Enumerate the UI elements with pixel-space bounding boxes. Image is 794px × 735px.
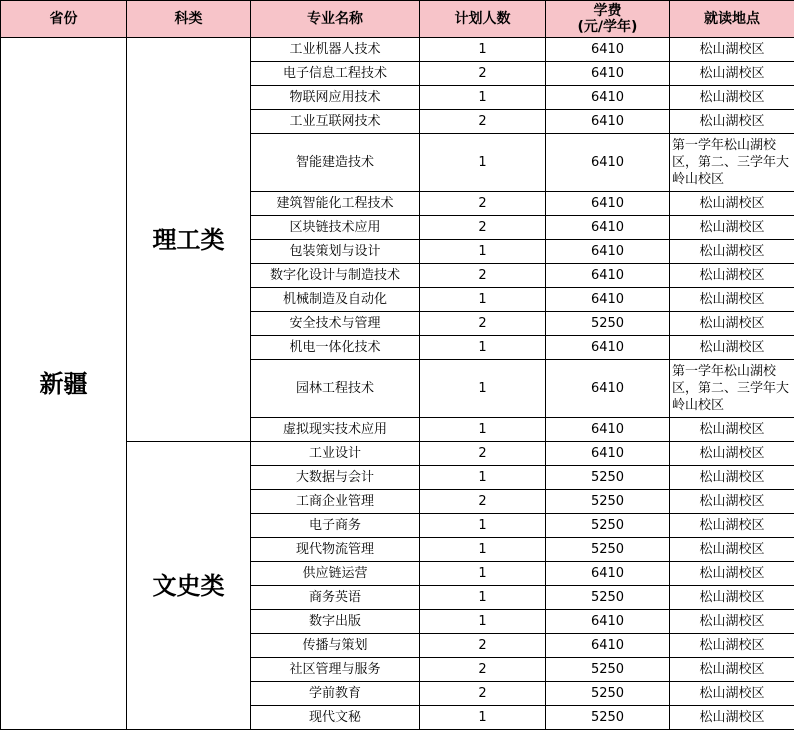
fee-cell: 5250 (546, 658, 670, 682)
plan-header: 计划人数 (420, 1, 546, 38)
plan-cell: 2 (420, 490, 546, 514)
fee-cell: 6410 (546, 62, 670, 86)
location-cell: 松山湖校区 (670, 418, 794, 442)
province-cell: 新疆 (1, 38, 127, 730)
major-cell: 社区管理与服务 (251, 658, 420, 682)
category-header: 科类 (127, 1, 251, 38)
major-cell: 建筑智能化工程技术 (251, 192, 420, 216)
plan-cell: 1 (420, 706, 546, 730)
location-cell: 松山湖校区 (670, 192, 794, 216)
plan-cell: 2 (420, 682, 546, 706)
plan-cell: 2 (420, 216, 546, 240)
location-cell: 松山湖校区 (670, 38, 794, 62)
location-cell: 松山湖校区 (670, 336, 794, 360)
fee-cell: 6410 (546, 562, 670, 586)
plan-cell: 2 (420, 192, 546, 216)
fee-cell: 5250 (546, 312, 670, 336)
fee-cell: 5250 (546, 706, 670, 730)
location-cell: 松山湖校区 (670, 538, 794, 562)
major-cell: 工商企业管理 (251, 490, 420, 514)
plan-cell: 1 (420, 38, 546, 62)
location-cell: 松山湖校区 (670, 490, 794, 514)
major-cell: 园林工程技术 (251, 360, 420, 418)
location-cell: 松山湖校区 (670, 634, 794, 658)
plan-cell: 1 (420, 86, 546, 110)
major-cell: 机电一体化技术 (251, 336, 420, 360)
location-cell: 松山湖校区 (670, 466, 794, 490)
fee-header-line2: (元/学年) (577, 19, 638, 35)
plan-cell: 2 (420, 658, 546, 682)
major-header: 专业名称 (251, 1, 420, 38)
location-cell: 松山湖校区 (670, 110, 794, 134)
plan-cell: 1 (420, 134, 546, 192)
major-cell: 大数据与会计 (251, 466, 420, 490)
plan-cell: 1 (420, 610, 546, 634)
major-cell: 电子商务 (251, 514, 420, 538)
fee-cell: 6410 (546, 264, 670, 288)
fee-cell: 6410 (546, 240, 670, 264)
location-cell: 第一学年松山湖校区，第二、三学年大岭山校区 (670, 134, 794, 192)
plan-cell: 2 (420, 442, 546, 466)
major-cell: 区块链技术应用 (251, 216, 420, 240)
location-cell: 松山湖校区 (670, 562, 794, 586)
major-cell: 智能建造技术 (251, 134, 420, 192)
plan-cell: 2 (420, 634, 546, 658)
fee-cell: 6410 (546, 442, 670, 466)
plan-cell: 1 (420, 240, 546, 264)
category-cell-arts: 文史类 (127, 442, 251, 730)
location-cell: 松山湖校区 (670, 264, 794, 288)
fee-cell: 5250 (546, 466, 670, 490)
location-cell: 松山湖校区 (670, 240, 794, 264)
fee-cell: 6410 (546, 418, 670, 442)
plan-cell: 1 (420, 336, 546, 360)
major-cell: 电子信息工程技术 (251, 62, 420, 86)
fee-header-line1: 学费 (593, 3, 622, 19)
province-header: 省份 (1, 1, 127, 38)
fee-cell: 6410 (546, 634, 670, 658)
major-cell: 工业设计 (251, 442, 420, 466)
major-cell: 供应链运营 (251, 562, 420, 586)
location-cell: 松山湖校区 (670, 216, 794, 240)
plan-cell: 1 (420, 466, 546, 490)
fee-cell: 6410 (546, 86, 670, 110)
major-cell: 现代物流管理 (251, 538, 420, 562)
fee-cell: 6410 (546, 336, 670, 360)
major-cell: 现代文秘 (251, 706, 420, 730)
plan-cell: 1 (420, 418, 546, 442)
fee-cell: 6410 (546, 192, 670, 216)
major-cell: 商务英语 (251, 586, 420, 610)
major-cell: 数字出版 (251, 610, 420, 634)
location-cell: 第一学年松山湖校区，第二、三学年大岭山校区 (670, 360, 794, 418)
fee-cell: 5250 (546, 490, 670, 514)
plan-cell: 2 (420, 312, 546, 336)
plan-cell: 2 (420, 110, 546, 134)
fee-cell: 6410 (546, 110, 670, 134)
plan-cell: 1 (420, 538, 546, 562)
location-cell: 松山湖校区 (670, 442, 794, 466)
fee-cell: 6410 (546, 610, 670, 634)
major-cell: 传播与策划 (251, 634, 420, 658)
fee-cell: 6410 (546, 288, 670, 312)
major-cell: 工业机器人技术 (251, 38, 420, 62)
fee-cell: 6410 (546, 38, 670, 62)
major-cell: 物联网应用技术 (251, 86, 420, 110)
plan-cell: 1 (420, 586, 546, 610)
major-cell: 包装策划与设计 (251, 240, 420, 264)
plan-cell: 1 (420, 514, 546, 538)
plan-cell: 1 (420, 288, 546, 312)
location-header: 就读地点 (670, 1, 794, 38)
table-row (1, 38, 794, 62)
fee-cell: 6410 (546, 360, 670, 418)
header-row (1, 1, 794, 38)
fee-cell: 5250 (546, 514, 670, 538)
fee-cell: 5250 (546, 586, 670, 610)
major-cell: 机械制造及自动化 (251, 288, 420, 312)
fee-header (546, 1, 670, 38)
major-cell: 虚拟现实技术应用 (251, 418, 420, 442)
major-cell: 学前教育 (251, 682, 420, 706)
plan-cell: 2 (420, 264, 546, 288)
location-cell: 松山湖校区 (670, 658, 794, 682)
major-cell: 数字化设计与制造技术 (251, 264, 420, 288)
location-cell: 松山湖校区 (670, 288, 794, 312)
location-cell: 松山湖校区 (670, 312, 794, 336)
fee-cell: 5250 (546, 538, 670, 562)
plan-cell: 1 (420, 562, 546, 586)
major-cell: 安全技术与管理 (251, 312, 420, 336)
location-cell: 松山湖校区 (670, 610, 794, 634)
location-cell: 松山湖校区 (670, 682, 794, 706)
category-cell-science: 理工类 (127, 38, 251, 442)
location-cell: 松山湖校区 (670, 706, 794, 730)
fee-cell: 6410 (546, 216, 670, 240)
plan-cell: 2 (420, 62, 546, 86)
location-cell: 松山湖校区 (670, 62, 794, 86)
fee-cell: 6410 (546, 134, 670, 192)
major-cell: 工业互联网技术 (251, 110, 420, 134)
location-cell: 松山湖校区 (670, 586, 794, 610)
location-cell: 松山湖校区 (670, 514, 794, 538)
fee-cell: 5250 (546, 682, 670, 706)
plan-cell: 1 (420, 360, 546, 418)
location-cell: 松山湖校区 (670, 86, 794, 110)
